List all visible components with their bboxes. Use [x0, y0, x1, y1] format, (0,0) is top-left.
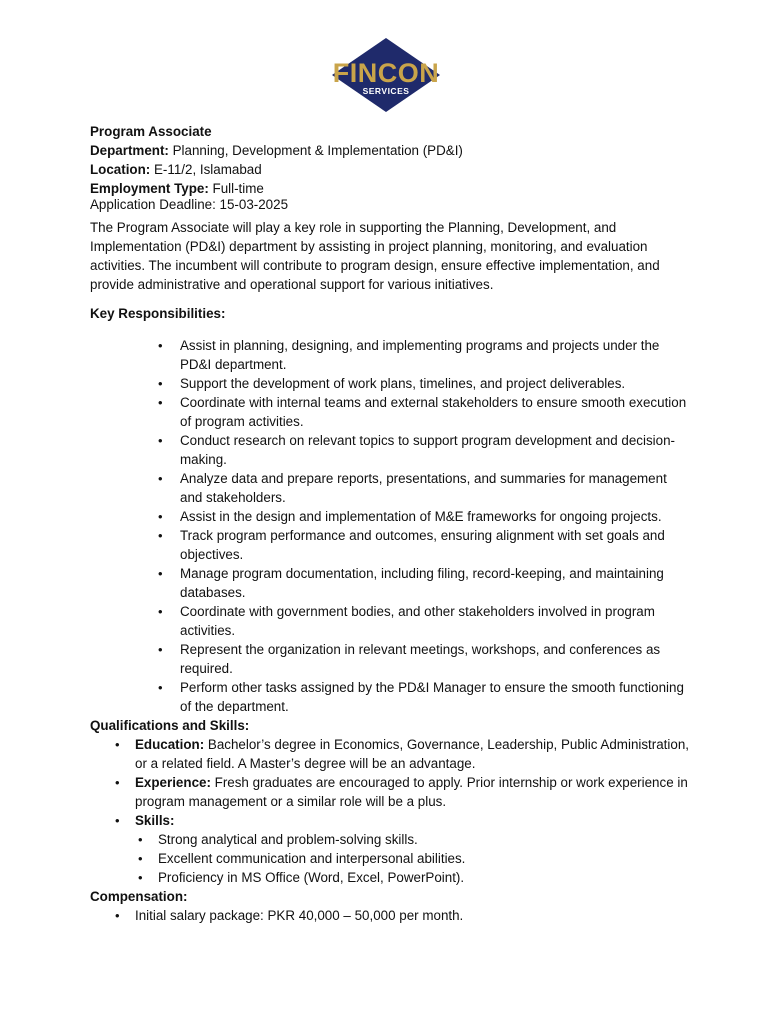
- list-item: • Proficiency in MS Office (Word, Excel, PowerPoint).: [158, 868, 690, 887]
- list-item: • Manage program documentation, including filing, record-keeping, and maintaining databases.: [180, 564, 690, 602]
- truncated-line: Application Deadline: 15-03-2025: [90, 197, 289, 212]
- experience-item: • Experience: Fresh graduates are encouraged to apply. Prior internship or work experience in program management or a similar role will be a plus.: [135, 773, 690, 811]
- job-description: [90, 122, 690, 925]
- list-item: • Initial salary package: PKR 40,000 – 50,000 per month.: [135, 906, 690, 925]
- list-item: • Coordinate with internal teams and external stakeholders to ensure smooth execution of program activities.: [180, 393, 690, 431]
- intro-paragraph: The Program Associate will play a key role in supporting the Planning, Development, and Implementation (PD&I) department by assisting in project planning, monitoring, and evaluation activities. The incumbent will contribute to program design, ensure effective implementation, and provide administrative and operational support for various initiatives.: [90, 220, 660, 292]
- responsibilities-heading: Key Responsibilities:: [90, 306, 226, 321]
- qualifications-list: [135, 735, 690, 830]
- list-item: • Assist in planning, designing, and implementing programs and projects under the PD&I department.: [180, 336, 690, 374]
- list-item: • Excellent communication and interpersonal abilities.: [158, 849, 690, 868]
- logo-subtitle: SERVICES: [362, 86, 410, 96]
- list-item: • Conduct research on relevant topics to support program development and decision-making.: [180, 431, 690, 469]
- department-line: Department: Planning, Development & Implementation (PD&I): [90, 143, 463, 158]
- company-logo: [326, 36, 446, 114]
- location-line: Location: E-11/2, Islamabad: [90, 162, 262, 177]
- compensation-heading: Compensation:: [90, 889, 188, 904]
- list-item: • Support the development of work plans, timelines, and project deliverables.: [180, 374, 690, 393]
- list-item: • Coordinate with government bodies, and other stakeholders involved in program activities.: [180, 602, 690, 640]
- list-item: • Strong analytical and problem-solving skills.: [158, 830, 690, 849]
- list-item: • Track program performance and outcomes, ensuring alignment with set goals and objectives.: [180, 526, 690, 564]
- job-title: Program Associate: [90, 124, 212, 139]
- compensation-list: [135, 906, 690, 925]
- list-item: • Represent the organization in relevant meetings, workshops, and conferences as required.: [180, 640, 690, 678]
- employment-type-line: Employment Type: Full-time: [90, 181, 264, 196]
- logo-wordmark: FINCON: [332, 58, 440, 88]
- skills-item: • Skills:: [135, 811, 690, 830]
- list-item: • Perform other tasks assigned by the PD&I Manager to ensure the smooth functioning of the department.: [180, 678, 690, 716]
- skills-list: [158, 830, 690, 887]
- qualifications-heading: Qualifications and Skills:: [90, 718, 250, 733]
- education-item: • Education: Bachelor’s degree in Economics, Governance, Leadership, Public Administration, or a related field. A Master’s degree will be an advantage.: [135, 735, 690, 773]
- fincon-logo-graphic: [326, 36, 446, 114]
- list-item: • Assist in the design and implementation of M&E frameworks for ongoing projects.: [180, 507, 690, 526]
- responsibilities-list: [180, 336, 690, 716]
- list-item: • Analyze data and prepare reports, presentations, and summaries for management and stakeholders.: [180, 469, 690, 507]
